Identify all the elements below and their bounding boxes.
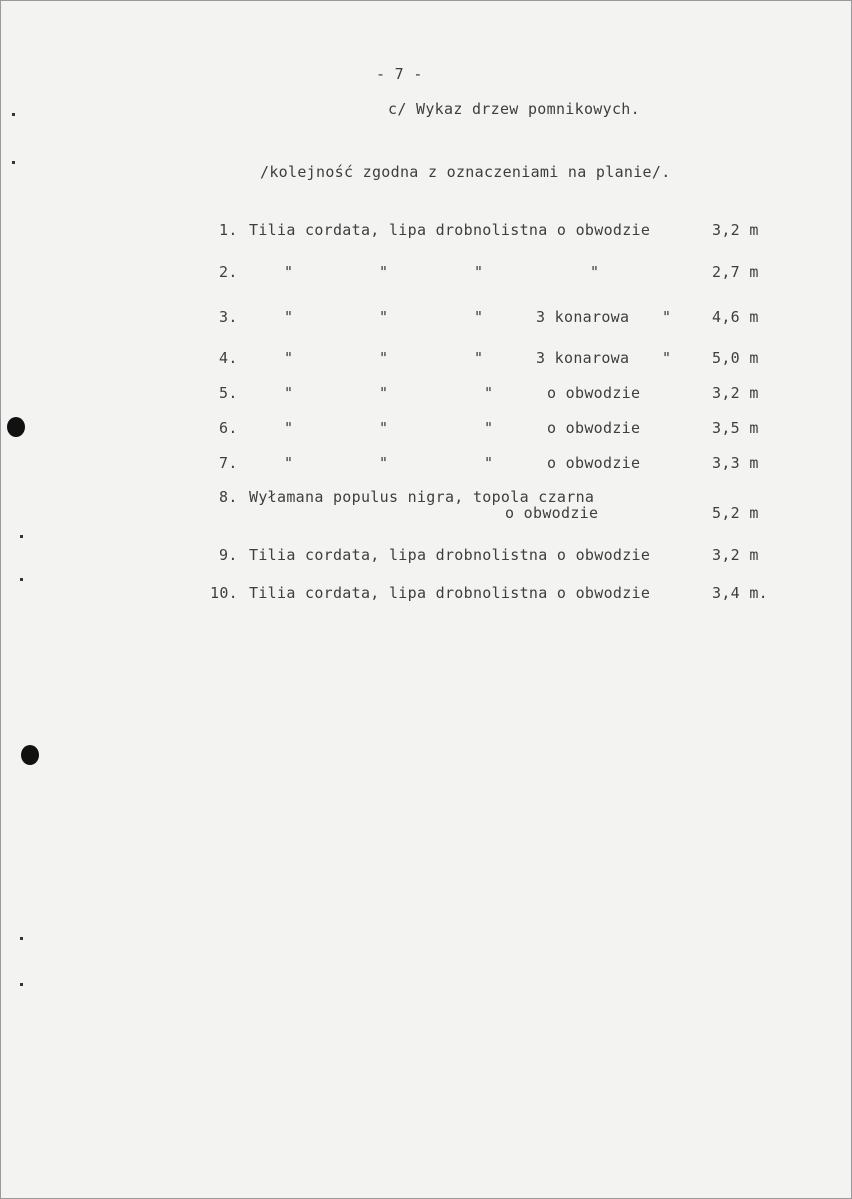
- ditto-mark: ": [379, 419, 389, 437]
- margin-mark: [20, 983, 23, 986]
- ditto-mark: ": [662, 349, 672, 367]
- ditto-mark: ": [284, 263, 294, 281]
- row-extra: 3 konarowa: [536, 349, 630, 367]
- row-number: 2.: [219, 263, 238, 281]
- row-value: 3,2 m: [712, 221, 759, 239]
- row-value: 3,4 m.: [712, 584, 768, 602]
- margin-mark: [20, 535, 23, 538]
- punch-hole: [21, 745, 39, 765]
- row-value: 3,2 m: [712, 384, 759, 402]
- heading: c/ Wykaz drzew pomnikowych.: [388, 100, 640, 118]
- row-extra: o obwodzie: [547, 454, 641, 472]
- row-description: Tilia cordata, lipa drobnolistna o obwodzie: [249, 546, 651, 564]
- row-extra: o obwodzie: [547, 384, 641, 402]
- ditto-mark: ": [284, 308, 294, 326]
- margin-mark: [20, 937, 23, 940]
- ditto-mark: ": [284, 419, 294, 437]
- row-value: 5,0 m: [712, 349, 759, 367]
- row-description-continued: o obwodzie: [505, 504, 599, 522]
- ditto-mark: ": [379, 384, 389, 402]
- row-value: 3,5 m: [712, 419, 759, 437]
- row-extra: 3 konarowa: [536, 308, 630, 326]
- ditto-mark: ": [484, 419, 494, 437]
- row-description: Tilia cordata, lipa drobnolistna o obwodzie: [249, 584, 651, 602]
- ditto-mark: ": [474, 263, 484, 281]
- row-number: 6.: [219, 419, 238, 437]
- punch-hole: [7, 417, 25, 437]
- row-number: 3.: [219, 308, 238, 326]
- ditto-mark: ": [284, 454, 294, 472]
- row-number: 9.: [219, 546, 238, 564]
- row-number: 8.: [219, 488, 238, 506]
- row-number: 7.: [219, 454, 238, 472]
- margin-mark: [12, 161, 15, 164]
- row-value: 4,6 m: [712, 308, 759, 326]
- margin-mark: [12, 113, 15, 116]
- ditto-mark: ": [484, 384, 494, 402]
- ditto-mark: ": [379, 454, 389, 472]
- ditto-mark: ": [379, 263, 389, 281]
- ditto-mark: ": [484, 454, 494, 472]
- ditto-mark: ": [284, 384, 294, 402]
- row-value: 3,2 m: [712, 546, 759, 564]
- row-extra: o obwodzie: [547, 419, 641, 437]
- margin-mark: [20, 578, 23, 581]
- row-value: 5,2 m: [712, 504, 759, 522]
- row-number: 1.: [219, 221, 238, 239]
- subheading: /kolejność zgodna z oznaczeniami na planie/.: [260, 163, 671, 181]
- row-number: 5.: [219, 384, 238, 402]
- ditto-mark: ": [474, 349, 484, 367]
- row-number: 4.: [219, 349, 238, 367]
- row-description: Tilia cordata, lipa drobnolistna o obwodzie: [249, 221, 651, 239]
- ditto-mark: ": [662, 308, 672, 326]
- ditto-mark: ": [590, 263, 600, 281]
- ditto-mark: ": [379, 308, 389, 326]
- ditto-mark: ": [379, 349, 389, 367]
- row-number: 10.: [210, 584, 238, 602]
- row-value: 2,7 m: [712, 263, 759, 281]
- page-number: - 7 -: [376, 65, 423, 83]
- ditto-mark: ": [474, 308, 484, 326]
- row-value: 3,3 m: [712, 454, 759, 472]
- ditto-mark: ": [284, 349, 294, 367]
- row-description: Wyłamana populus nigra, topola czarna: [249, 488, 595, 506]
